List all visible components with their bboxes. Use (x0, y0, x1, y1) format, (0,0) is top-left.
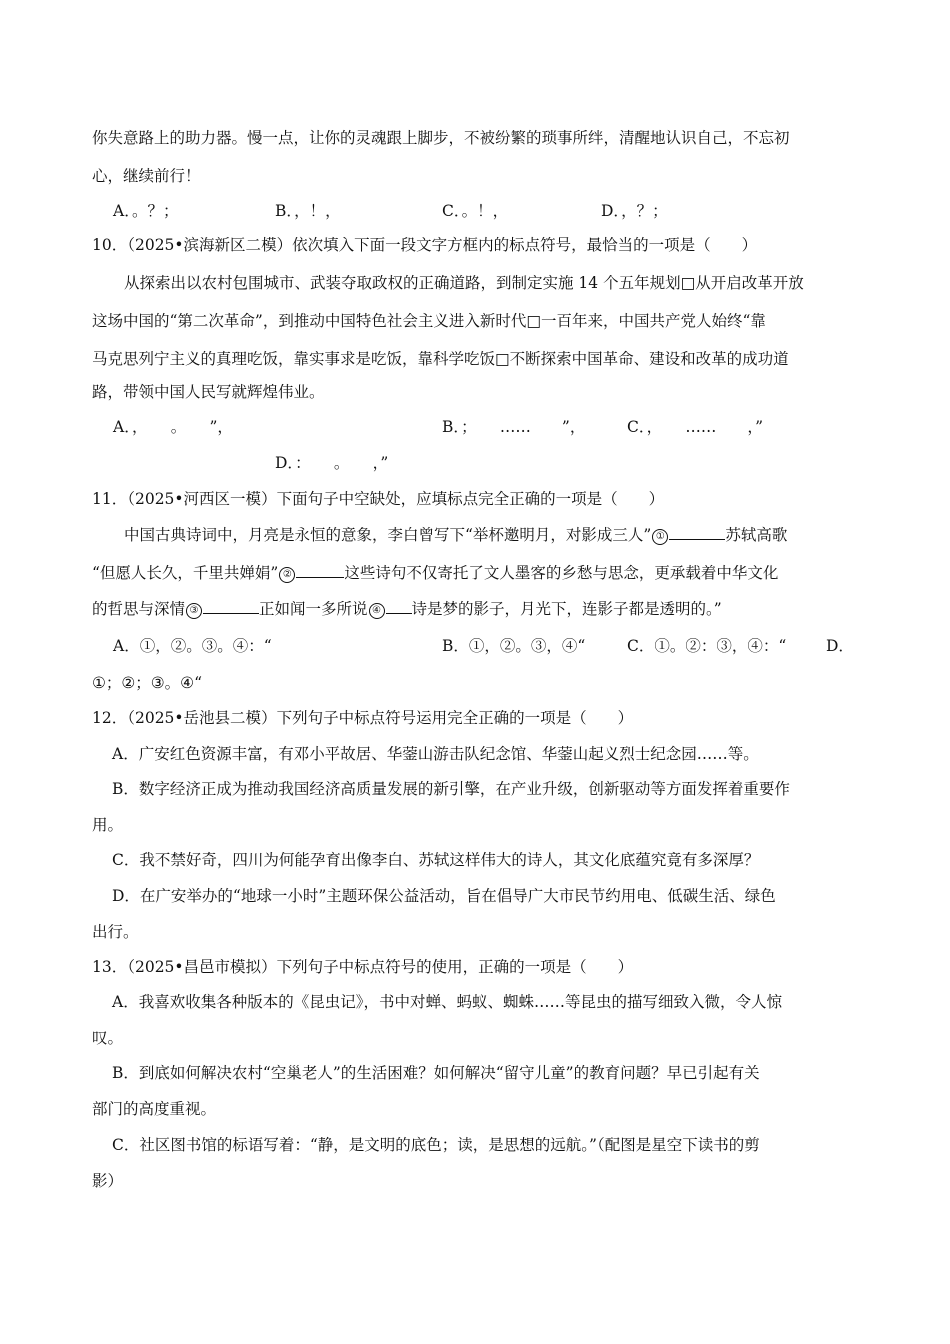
passage-line (92, 599, 862, 619)
option-b-cont: 用。 (92, 816, 124, 834)
option-b[interactable]: B．数字经济正成为推动我国经济高质量发展的新引擎，在产业升级，创新驱动等方面发挥着重要作 (112, 780, 790, 798)
option-b-cont: 部门的高度重视。 (92, 1100, 217, 1118)
blank-marker: ② (279, 567, 295, 583)
passage-line: 马克思列宁主义的真理吃饭，靠实事求是吃饭，靠科学吃饭□不断探索中国革命、建设和改革的成功道 (92, 350, 789, 368)
passage-text: 正如闻一多所说 (259, 600, 368, 618)
question-12-stem: 12．（2025•岳池县二模）下列句子中标点符号运用完全正确的一项是（ ） (92, 709, 634, 727)
option-a[interactable]: A．①，②。③。④：“ (113, 637, 272, 655)
answer-blank[interactable] (203, 599, 259, 614)
passage-line: 你失意路上的助力器。慢一点，让你的灵魂跟上脚步，不被纷繁的琐事所绊，清醒地认识自己，不忘初 (92, 129, 790, 147)
option-a[interactable]: A．， 。 ”， (113, 418, 233, 436)
option-c[interactable]: C．， …… ，” (627, 418, 764, 436)
option-c[interactable]: C．①。②：③，④：“ (627, 637, 787, 655)
question-11-stem: 11．（2025•河西区一模）下面句子中空缺处，应填标点完全正确的一项是（ ） (92, 490, 665, 508)
blank-marker: ① (652, 529, 668, 545)
blank-marker: ④ (369, 603, 385, 619)
passage-line: 心，继续前行！ (92, 167, 201, 185)
answer-blank[interactable] (386, 599, 412, 614)
option-c[interactable]: C．。！， (442, 202, 509, 220)
option-b[interactable]: B．，！， (275, 202, 341, 220)
option-b[interactable]: B．； …… ”， (442, 418, 586, 436)
option-a[interactable]: A．。？； (113, 202, 179, 220)
passage-text: 中国古典诗词中，月亮是永恒的意象，李白曾写下“举杯邀明月，对影成三人” (124, 526, 652, 544)
option-b[interactable]: B．①，②。③，④“ (442, 637, 586, 655)
passage-text: “但愿人长久，千里共婵娟” (92, 564, 279, 582)
blank-marker: ③ (186, 603, 202, 619)
option-d[interactable]: D．在广安举办的“地球一小时”主题环保公益活动，旨在倡导广大市民节约用电、低碳生活、绿色 (112, 887, 776, 905)
option-d-label[interactable]: D． (826, 637, 854, 655)
passage-line (92, 563, 862, 583)
passage-text: 诗是梦的影子，月光下，连影子都是透明的。” (411, 600, 722, 618)
option-d-cont: 出行。 (92, 923, 139, 941)
question-13-stem: 13．（2025•昌邑市模拟）下列句子中标点符号的使用，正确的一项是（ ） (92, 958, 634, 976)
option-c-cont: 影） (92, 1172, 124, 1190)
question-10-stem: 10．（2025•滨海新区二模）依次填入下面一段文字方框内的标点符号，最恰当的一项是（ ） (92, 236, 758, 254)
answer-blank[interactable] (296, 563, 344, 578)
passage-text: 苏轼高歌 (725, 526, 788, 544)
option-c[interactable]: C．我不禁好奇，四川为何能孕育出像李白、苏轼这样伟大的诗人，其文化底蕴究竟有多深厚？ (112, 851, 760, 869)
passage-text: 这些诗句不仅寄托了文人墨客的乡愁与思念，更承载着中华文化 (344, 564, 779, 582)
option-c[interactable]: C．社区图书馆的标语写着：“静，是文明的底色；读，是思想的远航。”（配图是星空下读书的剪 (112, 1136, 760, 1154)
option-b[interactable]: B．到底如何解决农村“空巢老人”的生活困难？如何解决“留守儿童”的教育问题？早已引起有关 (112, 1064, 760, 1082)
passage-line: 路，带领中国人民写就辉煌伟业。 (92, 383, 325, 401)
option-d[interactable]: D．： 。 ，” (275, 454, 389, 472)
option-a[interactable]: A．广安红色资源丰富，有邓小平故居、华蓥山游击队纪念馆、华蓥山起义烈士纪念园……等。 (112, 745, 759, 763)
passage-line: 从探索出以农村包围城市、武装夺取政权的正确道路，到制定实施 14 个五年规划□从开启改革开放 (124, 274, 804, 292)
passage-text: 的哲思与深情 (92, 600, 186, 618)
answer-blank[interactable] (669, 525, 725, 540)
option-a[interactable]: A．我喜欢收集各种版本的《昆虫记》，书中对蝉、蚂蚁、蜘蛛……等昆虫的描写细致入微，令人惊 (112, 993, 782, 1011)
option-a-cont: 叹。 (92, 1029, 124, 1047)
option-d[interactable]: ①；②；③。④“ (92, 674, 203, 692)
passage-line: 这场中国的“第二次革命”，到推动中国特色社会主义进入新时代□一百年来，中国共产党人始终“靠 (92, 312, 766, 330)
passage-line (124, 525, 862, 545)
option-d[interactable]: D．，？； (601, 202, 668, 220)
